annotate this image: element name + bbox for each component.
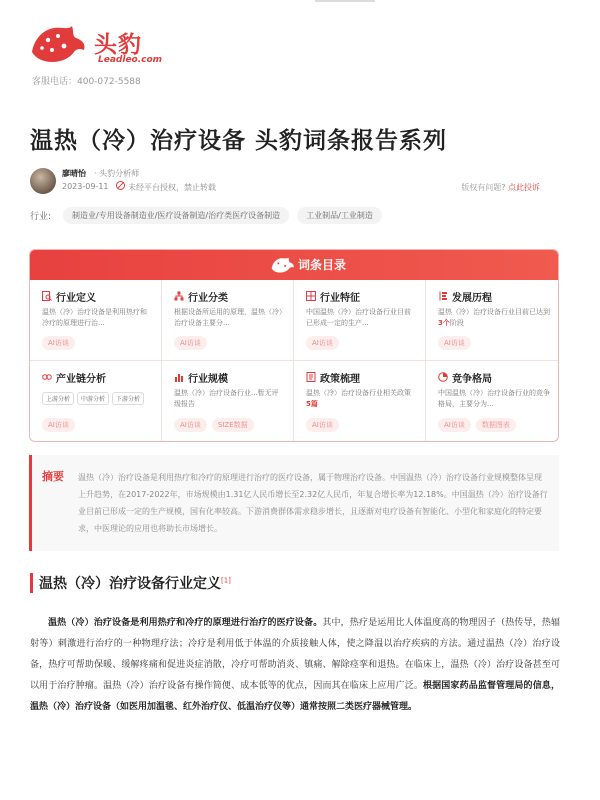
ai-interview-chip[interactable]: AI访谈 — [438, 336, 471, 350]
no-reprint-icon — [116, 181, 125, 190]
toc-item-desc-text: 温热（冷）治疗设备行业目前已达到 — [438, 308, 550, 316]
reference-link[interactable]: [1] — [221, 576, 231, 585]
toc-item-title: 行业定义 — [56, 292, 96, 304]
toc-item-policy[interactable] — [294, 361, 426, 442]
top-edge-mark — [315, 0, 375, 2]
toc-item-market-size[interactable] — [162, 361, 294, 442]
timeline-icon — [438, 291, 448, 301]
summary-box — [29, 455, 559, 551]
definition-regulation: 根据国家药品监督管理局的信息，温热（冷）治疗设备（如医用加温毯、红外治疗仪、低温治疗仪等）通常按照二类医疗器械管理。 — [30, 681, 560, 712]
toc-item-desc: 中国温热（冷）治疗设备行业目前已形成一定的生产... — [306, 308, 411, 327]
toc-item-title: 行业分类 — [188, 292, 228, 304]
grid-icon — [306, 291, 316, 301]
toc-item-history[interactable] — [426, 280, 558, 361]
toc-item-desc — [438, 307, 550, 329]
toc-item-desc — [306, 388, 417, 410]
definition-lead: 温热（冷）治疗设备是利用热疗和冷疗的原理进行治疗的医疗设备。 — [48, 618, 323, 628]
ai-interview-chip[interactable]: AI访谈 — [438, 418, 471, 432]
industry-tag[interactable]: 制造业/专用设备制造业/医疗设备制造/治疗类医疗设备制造 — [63, 207, 289, 224]
publish-date: 2023-09-11 — [62, 182, 109, 191]
toc-item-title: 竞争格局 — [452, 373, 492, 385]
copyright-complaint — [461, 182, 540, 193]
toc-item-desc: 根据设备所运用的原理，温热（冷）治疗设备主要分... — [174, 308, 283, 327]
midstream-analysis[interactable]: 中游分析 — [77, 392, 109, 405]
toc-item-features[interactable] — [294, 280, 426, 361]
author-role: · 头豹分析师 — [94, 169, 140, 178]
toc-item-title: 政策梳理 — [320, 373, 360, 385]
toc-item-title: 产业链分析 — [56, 373, 106, 385]
bar-chart-icon — [174, 372, 184, 382]
ai-interview-chip[interactable]: AI访谈 — [306, 418, 339, 432]
chain-icon — [42, 372, 52, 382]
section-title-text: 温热（冷）治疗设备行业定义 — [39, 576, 221, 592]
industry-label: 行业: — [30, 211, 52, 222]
policy-count: 5篇 — [306, 400, 318, 408]
toc-item-desc-text: 温热（冷）治疗设备行业相关政策 — [306, 389, 411, 397]
section-accent-bar — [30, 573, 33, 593]
policy-icon — [306, 372, 316, 382]
search-doc-icon — [42, 291, 52, 301]
brand-logo[interactable] — [28, 22, 163, 72]
definition-paragraph — [30, 613, 560, 718]
hierarchy-icon — [174, 291, 184, 301]
leopard-logo-icon — [270, 253, 296, 277]
downstream-analysis[interactable]: 下游分析 — [112, 392, 144, 405]
ai-interview-chip[interactable]: AI访谈 — [174, 418, 207, 432]
data-chart-chip[interactable]: 数据图表 — [476, 418, 516, 432]
definition-body: 其中，热疗是运用比人体温度高的物理因子（热传导，热辐射等）刺激进行治疗的一种物理疗法；冷疗是利用低于体温的介质接触人体，使之降温以治疗疾病的方法。通过温热（冷）治疗设备，热疗可帮助保暖、缓解疼痛和促进炎症消散，冷疗可帮助消炎、镇痛、解除痉挛和退热。在临床上，温热（冷）治疗设备甚至可以用于治疗肿瘤。温热（冷）治疗设备有操作简便、成本低等的优点，因而其在临床上应用广泛。 — [30, 618, 560, 691]
section-heading — [30, 572, 231, 594]
page-title: 温热（冷）治疗设备 头豹词条报告系列 — [30, 128, 448, 154]
toc-item-definition[interactable] — [30, 280, 162, 361]
pie-icon — [438, 372, 448, 382]
toc-header — [30, 250, 558, 280]
table-of-contents — [29, 249, 559, 442]
toc-item-competition[interactable] — [426, 361, 558, 442]
report-link[interactable]: 点此投诉 — [508, 183, 540, 192]
toc-item-industry-chain[interactable] — [30, 361, 162, 442]
brand-name-en: Leadleo.com — [98, 55, 163, 65]
ai-interview-chip[interactable]: AI访谈 — [42, 418, 75, 432]
brand-name-cn: 头豹 — [94, 32, 142, 58]
toc-item-desc: 中国温热（冷）治疗设备行业的竞争格局，主要分为... — [438, 389, 550, 408]
ai-interview-chip[interactable]: AI访谈 — [174, 336, 207, 350]
avatar[interactable] — [30, 168, 56, 194]
toc-item-title: 行业规模 — [188, 373, 228, 385]
toc-title: 词条目录 — [298, 258, 347, 272]
toc-item-desc-suffix: 阶段 — [449, 319, 464, 327]
copyright-question: 版权有问题? — [461, 183, 506, 192]
section-title — [39, 573, 231, 593]
toc-item-desc: 温热（冷）治疗设备行业...暂无评级报告 — [174, 389, 279, 408]
toc-item-title: 发展历程 — [452, 292, 492, 304]
industry-tag[interactable]: 工业制品/工业制造 — [297, 207, 382, 224]
industry-tags — [30, 206, 390, 224]
author-name[interactable]: 廖晴怡 — [62, 169, 86, 178]
service-phone: 客服电话：400-072-5588 — [32, 77, 141, 87]
summary-text: 温热（冷）治疗设备是利用热疗和冷疗的原理进行治疗的医疗设备，属于物理治疗设备。中国温热（冷）治疗设备行业规模整体呈现上升趋势，在2017-2022年，市场规模由1.31亿人民币增长至2.32亿人民币，年复合增长率为12.18%。中国温热（冷）治疗设备行业目前已形成一定的生产规模，国有化率较高。下游消费群体需求稳步增长，且逐渐对电疗设备有智能化、小型化和家庭化的特定要求，中医理论的应用也将助长市场增长。 — [78, 473, 548, 533]
ai-interview-chip[interactable]: AI访谈 — [306, 336, 339, 350]
toc-item-desc: 温热（冷）治疗设备是利用热疗和冷疗的原理进行治... — [42, 308, 147, 327]
toc-item-classification[interactable] — [162, 280, 294, 361]
leopard-logo-icon — [28, 22, 90, 66]
ai-interview-chip[interactable]: AI访谈 — [42, 336, 75, 350]
toc-item-title: 行业特征 — [320, 292, 360, 304]
stage-count: 3个 — [438, 319, 450, 327]
upstream-analysis[interactable]: 上游分析 — [42, 392, 74, 405]
summary-label: 摘要 — [42, 470, 64, 483]
reprint-restriction: 未经平台授权，禁止转载 — [128, 183, 216, 192]
author-info — [30, 168, 570, 194]
size-data-chip[interactable]: SIZE数据 — [212, 418, 254, 432]
